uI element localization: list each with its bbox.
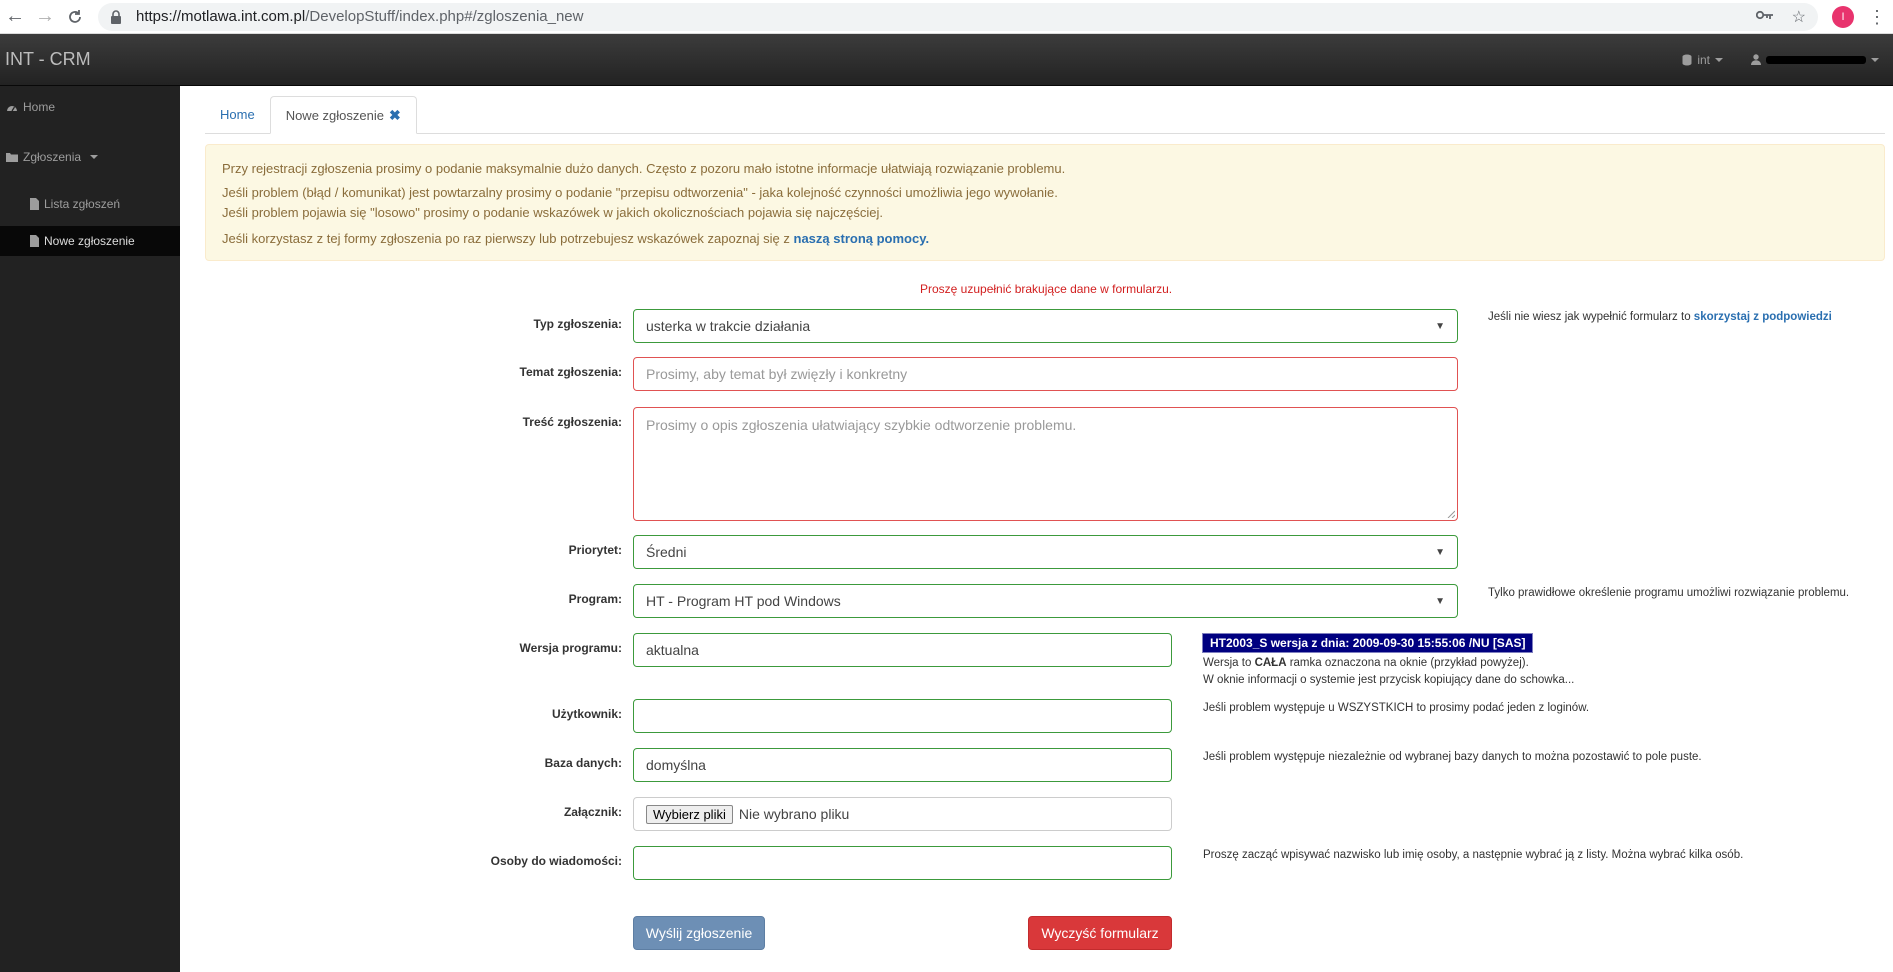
help-baza: Jeśli problem występuje niezależnie od wybranej bazy danych to można pozostawić to pole puste. bbox=[1203, 751, 1702, 763]
sidebar-label-lista: Lista zgłoszeń bbox=[44, 197, 121, 211]
osoby-input[interactable] bbox=[633, 846, 1172, 880]
database-icon bbox=[1682, 54, 1692, 66]
alert-line: Jeśli problem pojawia się "losowo" prosimy o podanie wskazówek w jakich okolicznościach pojawia się najczęściej. bbox=[222, 205, 883, 220]
chevron-down-icon bbox=[1871, 58, 1879, 62]
program-select[interactable] bbox=[633, 584, 1458, 618]
database-label: int bbox=[1697, 52, 1710, 67]
label-program: Program: bbox=[568, 592, 622, 606]
chevron-down-icon bbox=[1715, 58, 1723, 62]
label-baza: Baza danych: bbox=[544, 756, 622, 770]
priorytet-value: Średni bbox=[646, 544, 687, 560]
label-priorytet: Priorytet: bbox=[568, 543, 622, 557]
bookmark-star-icon[interactable]: ☆ bbox=[1791, 8, 1806, 26]
sidebar-label-zgloszenia: Zgłoszenia bbox=[23, 150, 82, 164]
resize-grip-icon[interactable] bbox=[1447, 510, 1455, 518]
browser-menu-icon[interactable]: ⋮ bbox=[1868, 6, 1886, 27]
alert-line: Przy rejestracji zgłoszenia prosimy o podanie maksymalnie dużo danych. Często z pozoru mało istotne informacje ułatwiają rozwiązanie problemu. bbox=[222, 161, 1066, 176]
dashboard-icon bbox=[6, 102, 18, 112]
app-brand[interactable]: INT - CRM bbox=[5, 49, 91, 69]
help-typ: Jeśli nie wiesz jak wypełnić formularz to skorzystaj z podpowiedzi bbox=[1488, 311, 1832, 323]
priorytet-select[interactable] bbox=[633, 535, 1458, 569]
help-uzytkownik: Jeśli problem występuje u WSZYSTKICH to prosimy podać jeden z loginów. bbox=[1203, 702, 1590, 714]
help-page-link[interactable]: naszą stroną pomocy. bbox=[793, 231, 930, 246]
profile-avatar[interactable]: I bbox=[1832, 6, 1854, 28]
temat-placeholder: Prosimy, aby temat był zwięzły i konkretny bbox=[646, 366, 908, 382]
program-value: HT - Program HT pod Windows bbox=[646, 593, 841, 609]
help-program: Tylko prawidłowe określenie programu umożliwi rozwiązanie problemu. bbox=[1488, 587, 1850, 599]
typ-value: usterka w trakcie działania bbox=[646, 318, 811, 334]
version-example-badge: HT2003_S wersja z dnia: 2009-09-30 15:55:06 /NU [SAS] bbox=[1203, 634, 1532, 652]
choose-files-button[interactable]: Wybierz pliki bbox=[646, 805, 733, 824]
lock-icon bbox=[110, 9, 126, 25]
sidebar-item-zgloszenia[interactable] bbox=[0, 142, 180, 172]
zalacznik-file-input[interactable] bbox=[633, 797, 1172, 831]
main-content bbox=[180, 86, 1893, 972]
folder-icon bbox=[6, 152, 18, 162]
chevron-down-icon: ▼ bbox=[1435, 546, 1445, 558]
tab-home[interactable]: Home bbox=[220, 106, 255, 122]
submit-button[interactable]: Wyślij zgłoszenie bbox=[633, 916, 765, 950]
sidebar-item-home[interactable] bbox=[0, 92, 180, 122]
address-bar[interactable] bbox=[98, 3, 1818, 31]
file-icon bbox=[30, 198, 39, 210]
tresc-placeholder: Prosimy o opis zgłoszenia ułatwiający szybkie odtworzenie problemu. bbox=[646, 417, 1077, 433]
typ-select[interactable] bbox=[633, 309, 1458, 343]
help-osoby: Proszę zacząć wpisywać nazwisko lub imię osoby, a następnie wybrać ją z listy. Można wybrać kilka osób. bbox=[1203, 849, 1744, 861]
tab-label: Nowe zgłoszenie bbox=[285, 107, 384, 123]
help-wersja: HT2003_S wersja z dnia: 2009-09-30 15:55:06 /NU [SAS] Wersja to CAŁA ramka oznaczona na oknie (przykład powyżej). W oknie informacji o systemie jest przycisk kopiujący dane do schowka... bbox=[1203, 636, 1575, 686]
label-zalacznik: Załącznik: bbox=[563, 805, 622, 819]
tresc-textarea[interactable] bbox=[633, 407, 1458, 521]
database-dropdown[interactable] bbox=[1668, 53, 1737, 67]
user-dropdown[interactable] bbox=[1737, 54, 1893, 65]
form-error-message: Proszę uzupełnić brakujące dane w formularzu. bbox=[920, 282, 1173, 296]
baza-value: domyślna bbox=[646, 757, 706, 773]
file-status: Nie wybrano pliku bbox=[738, 806, 850, 822]
chevron-down-icon: ▼ bbox=[1435, 595, 1445, 607]
label-wersja: Wersja programu: bbox=[519, 641, 622, 655]
redacted-username bbox=[1766, 56, 1866, 64]
sidebar-label-nowe: Nowe zgłoszenie bbox=[44, 234, 135, 248]
app-navbar bbox=[0, 34, 1893, 86]
uzytkownik-input[interactable] bbox=[633, 699, 1172, 733]
tab-nowe-zgloszenie[interactable] bbox=[270, 96, 417, 134]
label-osoby: Osoby do wiadomości: bbox=[490, 854, 622, 868]
hints-link[interactable]: skorzystaj z podpowiedzi bbox=[1693, 311, 1832, 323]
key-icon[interactable] bbox=[1756, 8, 1774, 26]
browser-toolbar bbox=[0, 0, 1893, 34]
alert-help-text: Jeśli korzystasz z tej formy zgłoszenia po raz pierwszy lub potrzebujesz wskazówek zapoznaj się z bbox=[222, 231, 794, 246]
alert-line: Jeśli problem (błąd / komunikat) jest powtarzalny prosimy o podanie "przepisu odtworzenia" - jaka kolejność czynności umożliwia jego wywołanie. bbox=[222, 185, 1058, 200]
url-path: /DevelopStuff/index.php#/zgloszenia_new bbox=[305, 8, 584, 25]
user-icon bbox=[1751, 54, 1761, 65]
back-icon[interactable]: ← bbox=[5, 5, 25, 27]
label-temat: Temat zgłoszenia: bbox=[519, 365, 622, 379]
temat-input[interactable] bbox=[633, 357, 1458, 391]
chevron-down-icon bbox=[90, 155, 98, 159]
alert-line bbox=[222, 229, 1868, 249]
chevron-down-icon: ▼ bbox=[1435, 320, 1445, 332]
file-icon bbox=[30, 235, 39, 247]
clear-form-button[interactable]: Wyczyść formularz bbox=[1028, 916, 1172, 950]
baza-input[interactable] bbox=[633, 748, 1172, 782]
label-typ: Typ zgłoszenia: bbox=[533, 317, 622, 331]
wersja-input[interactable] bbox=[633, 633, 1172, 667]
reload-icon[interactable] bbox=[60, 2, 90, 32]
info-alert bbox=[205, 144, 1885, 261]
close-icon[interactable]: ✖ bbox=[388, 106, 401, 123]
sidebar bbox=[0, 86, 180, 972]
sidebar-label-home: Home bbox=[23, 100, 56, 114]
wersja-value: aktualna bbox=[646, 642, 699, 658]
forward-icon[interactable]: → bbox=[35, 5, 55, 27]
label-tresc: Treść zgłoszenia: bbox=[522, 415, 622, 429]
sidebar-item-lista[interactable] bbox=[0, 189, 180, 219]
url-host: https://motlawa.int.com.pl bbox=[136, 8, 306, 25]
label-uzytkownik: Użytkownik: bbox=[551, 707, 622, 721]
sidebar-item-nowe[interactable] bbox=[0, 226, 180, 256]
tab-bar bbox=[205, 96, 1885, 134]
